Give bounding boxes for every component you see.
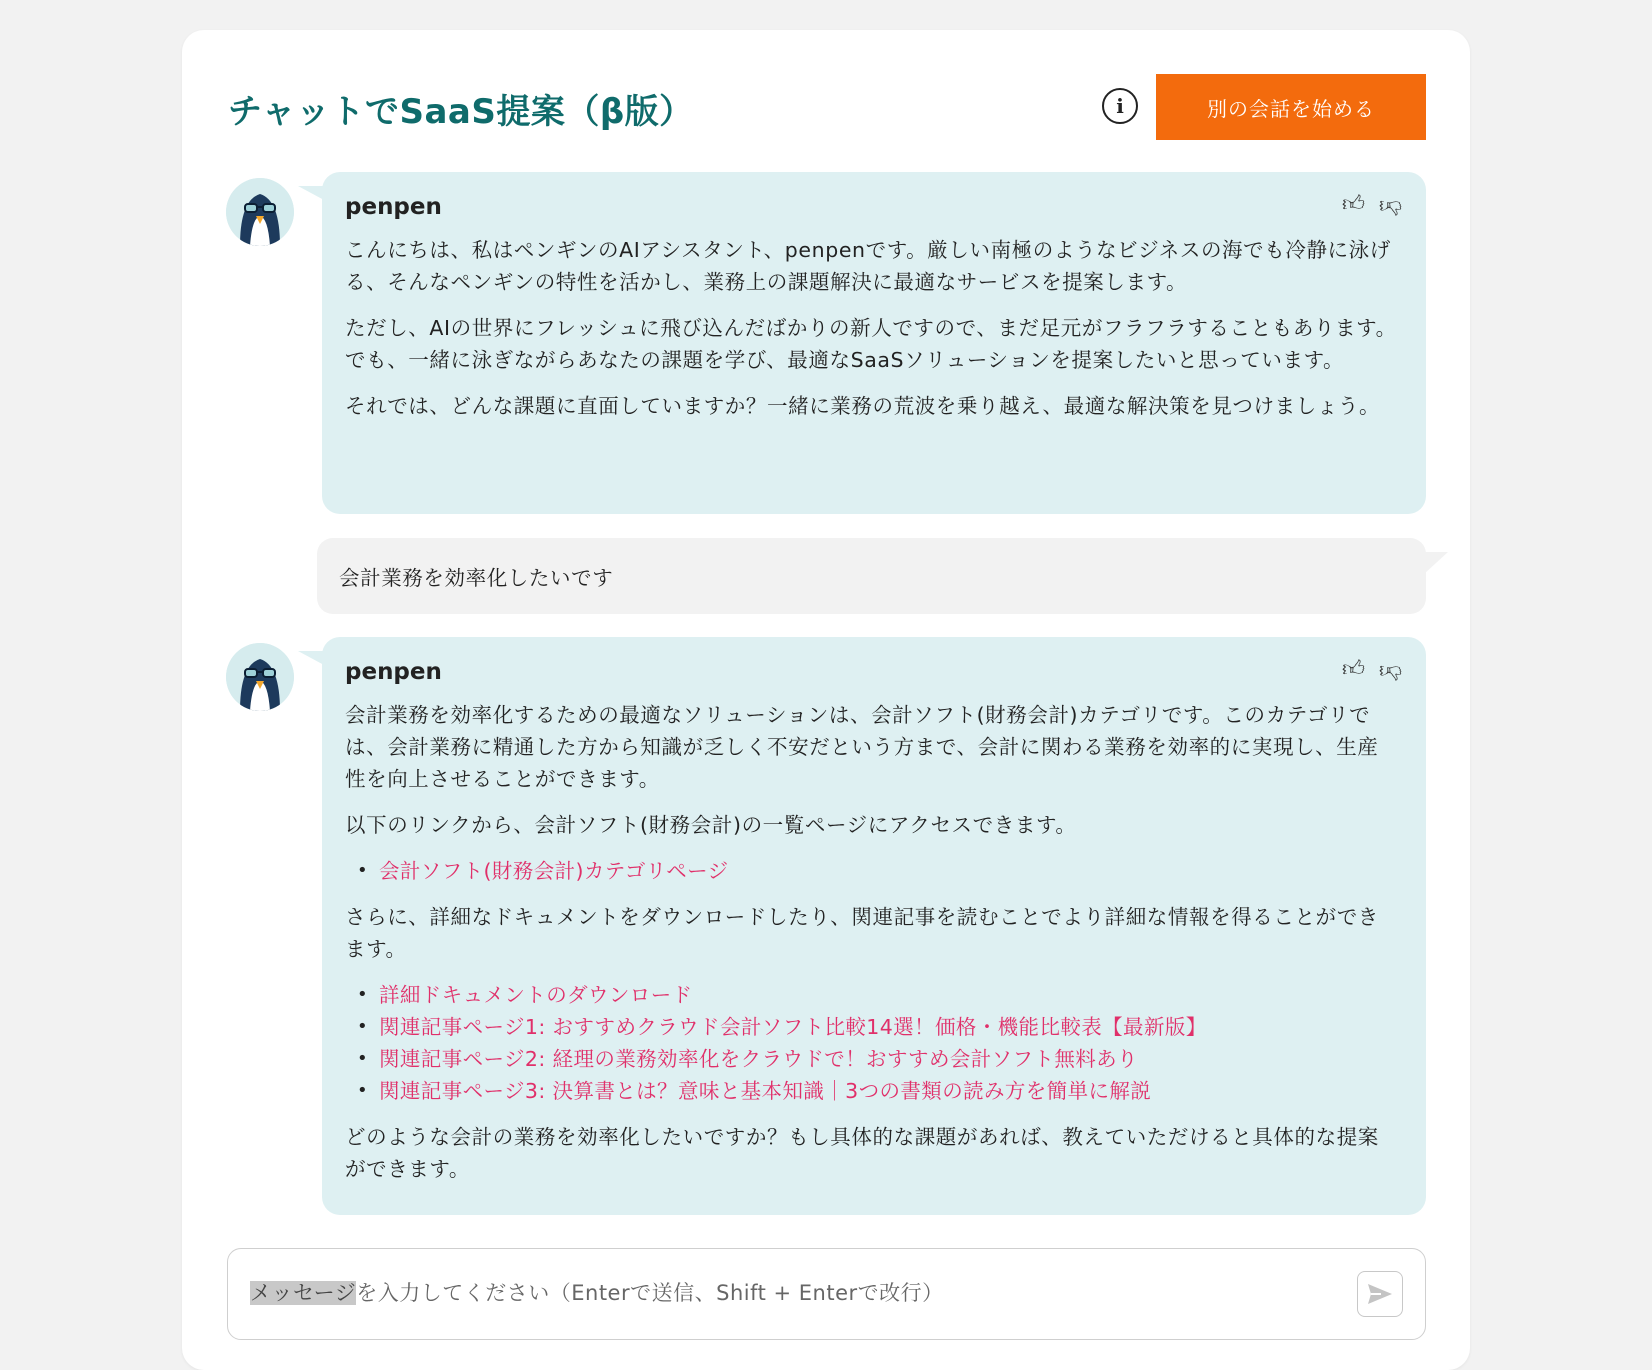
bot-message <box>322 172 1426 514</box>
bot-message <box>322 637 1426 1215</box>
thumbs-down-icon[interactable]: 👍︎ <box>1379 193 1402 218</box>
thumbs-up-icon[interactable]: 👍︎ <box>1342 192 1365 217</box>
document-download-link[interactable]: • 詳細ドキュメントのダウンロード <box>355 979 1398 1011</box>
penguin-avatar <box>226 178 294 246</box>
user-message-text: 会計業務を効率化したいです <box>339 566 614 590</box>
message-paragraph: それでは、どんな課題に直面していますか？一緒に業務の荒波を乗り越え、最適な解決策を見つけましょう。 <box>345 394 1381 418</box>
message-paragraph: ただし、AIの世界にフレッシュに飛び込んだばかりの新人ですので、まだ足元がフラフラすることもあります。でも、一緒に泳ぎながらあなたの課題を学び、最適なSaaSソリューションを提案したいと思っています。 <box>345 316 1397 372</box>
message-paragraph: どのような会計の業務を効率化したいですか？もし具体的な課題があれば、教えていただけると具体的な提案ができます。 <box>345 1125 1379 1181</box>
chat-card <box>182 30 1470 1370</box>
user-message <box>317 538 1426 614</box>
link-list <box>355 855 1398 887</box>
speaker-name: penpen <box>345 659 442 685</box>
related-article-link-3[interactable]: • 関連記事ページ3: 決算書とは？意味と基本知識｜3つの書類の読み方を簡単に解説 <box>355 1075 1398 1107</box>
thumbs-up-icon[interactable]: 👍︎ <box>1342 657 1365 682</box>
new-chat-button[interactable]: 別の会話を始める <box>1156 74 1426 140</box>
thumbs-down-icon[interactable]: 👍︎ <box>1379 658 1402 683</box>
penguin-avatar <box>226 643 294 711</box>
message-paragraph: 会計業務を効率化するための最適なソリューションは、会計ソフト(財務会計)カテゴリです。このカテゴリでは、会計業務に精通した方から知識が乏しく不安だという方まで、会計に関わる業務を効率的に実現し、生産性を向上させることができます。 <box>345 703 1379 791</box>
page-title: チャットでSaaS提案（β版） <box>228 92 694 132</box>
placeholder-highlight: メッセージ <box>250 1281 357 1305</box>
send-icon <box>1367 1283 1393 1305</box>
input-placeholder <box>250 1277 944 1307</box>
message-paragraph: さらに、詳細なドキュメントをダウンロードしたり、関連記事を読むことでより詳細な情報を得ることができます。 <box>345 905 1379 961</box>
message-paragraph: 以下のリンクから、会計ソフト(財務会計)の一覧ページにアクセスできます。 <box>345 813 1077 837</box>
header <box>228 74 1426 140</box>
reaction-bar <box>1342 659 1402 681</box>
send-button[interactable] <box>1357 1271 1403 1317</box>
message-input[interactable] <box>227 1248 1426 1340</box>
category-page-link[interactable]: • 会計ソフト(財務会計)カテゴリページ <box>355 855 1398 887</box>
message-paragraph: こんにちは、私はペンギンのAIアシスタント、penpenです。厳しい南極のようなビジネスの海でも冷静に泳げる、そんなペンギンの特性を活かし、業務上の課題解決に最適なサービスを提案します。 <box>345 238 1391 294</box>
reaction-bar <box>1342 194 1402 216</box>
speaker-name: penpen <box>345 194 442 220</box>
link-list <box>355 979 1398 1107</box>
info-icon[interactable]: i <box>1102 88 1138 124</box>
related-article-link-2[interactable]: • 関連記事ページ2: 経理の業務効率化をクラウドで！おすすめ会計ソフト無料あり <box>355 1043 1398 1075</box>
placeholder-rest: を入力してください（Enterで送信、Shift + Enterで改行） <box>356 1281 944 1305</box>
related-article-link-1[interactable]: • 関連記事ページ1: おすすめクラウド会計ソフト比較14選！価格・機能比較表【最新版】 <box>355 1011 1398 1043</box>
